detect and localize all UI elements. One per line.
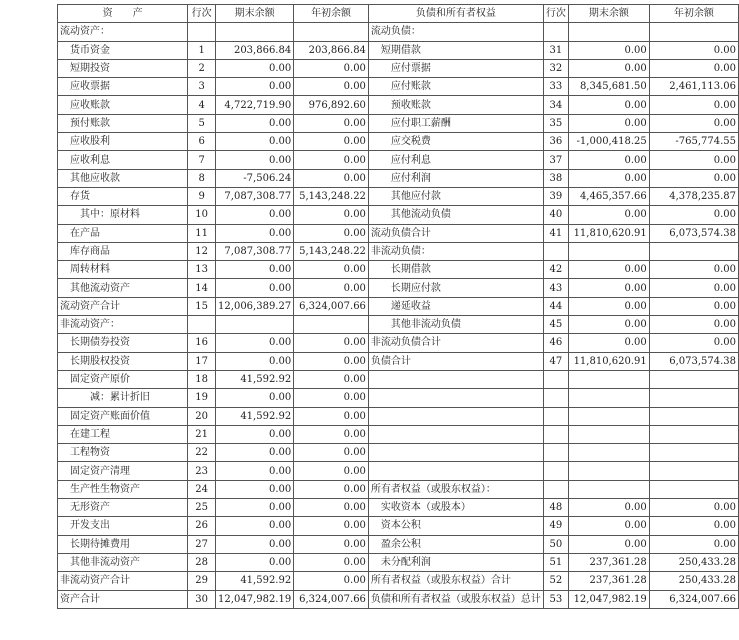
asset-line-no-cell: 23 — [188, 462, 216, 480]
liability-line-no-cell — [543, 23, 568, 41]
liability-item-cell — [368, 462, 543, 480]
asset-item-cell: 货币资金 — [58, 41, 188, 59]
header-asset: 资 产 — [58, 5, 188, 23]
asset-line-no-cell: 1 — [188, 41, 216, 59]
liability-begin-balance-cell — [649, 370, 738, 388]
liability-begin-balance-cell — [649, 444, 738, 462]
liability-item-cell — [368, 425, 543, 443]
asset-begin-balance-cell: 0.00 — [294, 169, 369, 187]
liability-begin-balance-cell: 0.00 — [649, 169, 738, 187]
liability-begin-balance-cell: 250,433.28 — [649, 553, 738, 571]
asset-item-cell: 固定资产原价 — [58, 370, 188, 388]
liability-begin-balance-cell: 0.00 — [649, 59, 738, 77]
liability-line-no-cell: 35 — [543, 114, 568, 132]
asset-begin-balance-cell: 0.00 — [294, 352, 369, 370]
asset-line-no-cell: 17 — [188, 352, 216, 370]
liability-line-no-cell — [543, 389, 568, 407]
asset-end-balance-cell: 0.00 — [216, 462, 294, 480]
asset-line-no-cell: 27 — [188, 535, 216, 553]
asset-line-no-cell: 13 — [188, 261, 216, 279]
liability-begin-balance-cell: 6,073,574.38 — [649, 352, 738, 370]
liability-end-balance-cell: 0.00 — [568, 316, 649, 334]
liability-begin-balance-cell — [649, 242, 738, 260]
asset-item-cell: 应收账款 — [58, 96, 188, 114]
asset-begin-balance-cell: 6,324,007.66 — [294, 297, 369, 315]
header-row — [58, 5, 739, 23]
asset-begin-balance-cell: 0.00 — [294, 370, 369, 388]
liability-end-balance-cell: 0.00 — [568, 169, 649, 187]
asset-end-balance-cell: 0.00 — [216, 535, 294, 553]
liability-begin-balance-cell: 0.00 — [649, 151, 738, 169]
asset-item-cell: 长期股权投资 — [58, 352, 188, 370]
liability-begin-balance-cell: 0.00 — [649, 261, 738, 279]
asset-begin-balance-cell: 6,324,007.66 — [294, 590, 369, 608]
header-end-balance-2: 期末余额 — [568, 5, 649, 23]
table-row — [58, 370, 739, 388]
asset-line-no-cell: 22 — [188, 444, 216, 462]
table-row — [58, 480, 739, 498]
liability-begin-balance-cell: 6,324,007.66 — [649, 590, 738, 608]
asset-item-cell: 无形资产 — [58, 499, 188, 517]
asset-line-no-cell: 3 — [188, 78, 216, 96]
asset-end-balance-cell: 12,006,389.27 — [216, 297, 294, 315]
liability-line-no-cell: 43 — [543, 279, 568, 297]
liability-item-cell: 未分配利润 — [368, 553, 543, 571]
liability-end-balance-cell — [568, 370, 649, 388]
asset-item-cell: 开发支出 — [58, 517, 188, 535]
table-row — [58, 78, 739, 96]
liability-end-balance-cell: 0.00 — [568, 206, 649, 224]
asset-end-balance-cell: 0.00 — [216, 279, 294, 297]
asset-end-balance-cell: -7,506.24 — [216, 169, 294, 187]
liability-line-no-cell: 38 — [543, 169, 568, 187]
asset-begin-balance-cell: 0.00 — [294, 535, 369, 553]
liability-begin-balance-cell: 0.00 — [649, 334, 738, 352]
asset-line-no-cell: 16 — [188, 334, 216, 352]
asset-begin-balance-cell: 976,892.60 — [294, 96, 369, 114]
table-row — [58, 23, 739, 41]
asset-line-no-cell: 20 — [188, 407, 216, 425]
liability-line-no-cell: 39 — [543, 187, 568, 205]
liability-end-balance-cell: 0.00 — [568, 279, 649, 297]
asset-line-no-cell: 8 — [188, 169, 216, 187]
asset-begin-balance-cell: 5,143,248.22 — [294, 187, 369, 205]
table-row — [58, 389, 739, 407]
liability-end-balance-cell: 12,047,982.19 — [568, 590, 649, 608]
table-row — [58, 444, 739, 462]
liability-item-cell: 其他非流动负债 — [368, 316, 543, 334]
liability-item-cell: 应付利润 — [368, 169, 543, 187]
asset-begin-balance-cell: 0.00 — [294, 206, 369, 224]
liability-end-balance-cell — [568, 407, 649, 425]
asset-end-balance-cell: 41,592.92 — [216, 572, 294, 590]
asset-begin-balance-cell: 0.00 — [294, 462, 369, 480]
liability-end-balance-cell — [568, 425, 649, 443]
liability-end-balance-cell: 0.00 — [568, 59, 649, 77]
liability-begin-balance-cell: 0.00 — [649, 535, 738, 553]
asset-line-no-cell: 11 — [188, 224, 216, 242]
asset-item-cell: 其他流动资产 — [58, 279, 188, 297]
balance-sheet-table — [57, 4, 739, 609]
liability-line-no-cell: 34 — [543, 96, 568, 114]
liability-begin-balance-cell: 250,433.28 — [649, 572, 738, 590]
liability-item-cell: 递延收益 — [368, 297, 543, 315]
asset-item-cell: 生产性生物资产 — [58, 480, 188, 498]
asset-line-no-cell: 5 — [188, 114, 216, 132]
liability-line-no-cell: 51 — [543, 553, 568, 571]
table-row — [58, 151, 739, 169]
liability-item-cell — [368, 407, 543, 425]
table-row — [58, 206, 739, 224]
asset-begin-balance-cell: 0.00 — [294, 572, 369, 590]
liability-line-no-cell: 41 — [543, 224, 568, 242]
liability-end-balance-cell — [568, 389, 649, 407]
table-row — [58, 425, 739, 443]
asset-item-cell: 其他应收款 — [58, 169, 188, 187]
asset-item-cell: 库存商品 — [58, 242, 188, 260]
liability-end-balance-cell: 0.00 — [568, 535, 649, 553]
liability-line-no-cell: 52 — [543, 572, 568, 590]
asset-item-cell: 周转材料 — [58, 261, 188, 279]
liability-end-balance-cell: 11,810,620.91 — [568, 224, 649, 242]
table-row — [58, 316, 739, 334]
liability-end-balance-cell: 4,465,357.66 — [568, 187, 649, 205]
asset-end-balance-cell: 0.00 — [216, 517, 294, 535]
liability-end-balance-cell: 0.00 — [568, 261, 649, 279]
liability-end-balance-cell: 0.00 — [568, 96, 649, 114]
asset-line-no-cell: 14 — [188, 279, 216, 297]
liability-item-cell: 其他流动负债 — [368, 206, 543, 224]
liability-begin-balance-cell — [649, 389, 738, 407]
asset-line-no-cell: 26 — [188, 517, 216, 535]
liability-line-no-cell: 47 — [543, 352, 568, 370]
asset-end-balance-cell — [216, 23, 294, 41]
liability-item-cell: 非流动负债： — [368, 242, 543, 260]
liability-line-no-cell: 40 — [543, 206, 568, 224]
table-row — [58, 297, 739, 315]
asset-end-balance-cell: 203,866.84 — [216, 41, 294, 59]
asset-end-balance-cell: 7,087,308.77 — [216, 242, 294, 260]
liability-begin-balance-cell: 0.00 — [649, 279, 738, 297]
table-row — [58, 499, 739, 517]
liability-item-cell — [368, 370, 543, 388]
liability-line-no-cell: 53 — [543, 590, 568, 608]
liability-begin-balance-cell: 0.00 — [649, 114, 738, 132]
table-row — [58, 169, 739, 187]
table-row — [58, 242, 739, 260]
liability-line-no-cell: 37 — [543, 151, 568, 169]
table-row — [58, 572, 739, 590]
asset-line-no-cell: 7 — [188, 151, 216, 169]
asset-item-cell: 应收票据 — [58, 78, 188, 96]
table-row — [58, 96, 739, 114]
liability-line-no-cell: 45 — [543, 316, 568, 334]
table-row — [58, 279, 739, 297]
liability-begin-balance-cell: 2,461,113.06 — [649, 78, 738, 96]
liability-line-no-cell — [543, 425, 568, 443]
liability-end-balance-cell: 0.00 — [568, 499, 649, 517]
liability-item-cell: 负债和所有者权益（或股东权益）总计 — [368, 590, 543, 608]
asset-line-no-cell: 15 — [188, 297, 216, 315]
header-line-no: 行次 — [188, 5, 216, 23]
asset-line-no-cell: 21 — [188, 425, 216, 443]
asset-end-balance-cell: 0.00 — [216, 224, 294, 242]
asset-line-no-cell: 4 — [188, 96, 216, 114]
asset-item-cell: 固定资产账面价值 — [58, 407, 188, 425]
asset-item-cell: 长期待摊费用 — [58, 535, 188, 553]
asset-end-balance-cell: 12,047,982.19 — [216, 590, 294, 608]
liability-end-balance-cell: 0.00 — [568, 334, 649, 352]
table-row — [58, 334, 739, 352]
table-row — [58, 187, 739, 205]
liability-begin-balance-cell: 0.00 — [649, 206, 738, 224]
header-begin-balance: 年初余额 — [294, 5, 369, 23]
asset-item-cell: 长期债券投资 — [58, 334, 188, 352]
table-row — [58, 59, 739, 77]
asset-begin-balance-cell: 0.00 — [294, 59, 369, 77]
liability-end-balance-cell: 11,810,620.91 — [568, 352, 649, 370]
asset-begin-balance-cell: 0.00 — [294, 407, 369, 425]
asset-begin-balance-cell — [294, 23, 369, 41]
asset-end-balance-cell: 0.00 — [216, 444, 294, 462]
liability-item-cell: 其他应付款 — [368, 187, 543, 205]
asset-item-cell: 其他非流动资产 — [58, 553, 188, 571]
table-row — [58, 590, 739, 608]
asset-item-cell: 流动资产： — [58, 23, 188, 41]
asset-begin-balance-cell: 0.00 — [294, 224, 369, 242]
liability-item-cell: 实收资本（或股本） — [368, 499, 543, 517]
asset-end-balance-cell: 0.00 — [216, 151, 294, 169]
asset-begin-balance-cell: 0.00 — [294, 334, 369, 352]
asset-item-cell: 预付账款 — [58, 114, 188, 132]
liability-item-cell — [368, 444, 543, 462]
liability-item-cell: 所有者权益（或股东权益）合计 — [368, 572, 543, 590]
liability-begin-balance-cell: 0.00 — [649, 316, 738, 334]
asset-line-no-cell: 2 — [188, 59, 216, 77]
liability-item-cell: 应付票据 — [368, 59, 543, 77]
asset-line-no-cell: 10 — [188, 206, 216, 224]
asset-begin-balance-cell: 0.00 — [294, 553, 369, 571]
liability-item-cell: 应付利息 — [368, 151, 543, 169]
liability-line-no-cell: 42 — [543, 261, 568, 279]
liability-line-no-cell — [543, 407, 568, 425]
asset-item-cell: 短期投资 — [58, 59, 188, 77]
liability-begin-balance-cell: 6,073,574.38 — [649, 224, 738, 242]
asset-line-no-cell: 12 — [188, 242, 216, 260]
liability-end-balance-cell: 237,361.28 — [568, 572, 649, 590]
asset-line-no-cell: 25 — [188, 499, 216, 517]
table-row — [58, 535, 739, 553]
liability-line-no-cell: 36 — [543, 133, 568, 151]
liability-end-balance-cell — [568, 480, 649, 498]
liability-line-no-cell — [543, 444, 568, 462]
table-row — [58, 261, 739, 279]
asset-item-cell: 其中：原材料 — [58, 206, 188, 224]
liability-item-cell: 资本公积 — [368, 517, 543, 535]
table-row — [58, 517, 739, 535]
header-begin-balance-2: 年初余额 — [649, 5, 738, 23]
asset-line-no-cell: 30 — [188, 590, 216, 608]
liability-end-balance-cell — [568, 462, 649, 480]
asset-line-no-cell: 28 — [188, 553, 216, 571]
asset-line-no-cell: 6 — [188, 133, 216, 151]
liability-end-balance-cell — [568, 444, 649, 462]
liability-line-no-cell — [543, 480, 568, 498]
asset-end-balance-cell: 0.00 — [216, 133, 294, 151]
asset-end-balance-cell: 4,722,719.90 — [216, 96, 294, 114]
table-row — [58, 462, 739, 480]
asset-begin-balance-cell: 0.00 — [294, 499, 369, 517]
liability-item-cell: 预收账款 — [368, 96, 543, 114]
asset-line-no-cell: 24 — [188, 480, 216, 498]
liability-end-balance-cell: 0.00 — [568, 297, 649, 315]
asset-begin-balance-cell: 0.00 — [294, 114, 369, 132]
liability-item-cell: 应付账款 — [368, 78, 543, 96]
liability-line-no-cell — [543, 242, 568, 260]
asset-end-balance-cell: 0.00 — [216, 389, 294, 407]
asset-end-balance-cell: 0.00 — [216, 261, 294, 279]
asset-begin-balance-cell: 0.00 — [294, 151, 369, 169]
asset-line-no-cell — [188, 23, 216, 41]
liability-end-balance-cell: 0.00 — [568, 41, 649, 59]
liability-begin-balance-cell — [649, 480, 738, 498]
asset-begin-balance-cell: 203,866.84 — [294, 41, 369, 59]
liability-begin-balance-cell: 4,378,235.87 — [649, 187, 738, 205]
asset-begin-balance-cell: 5,143,248.22 — [294, 242, 369, 260]
asset-end-balance-cell: 0.00 — [216, 499, 294, 517]
liability-line-no-cell — [543, 370, 568, 388]
asset-end-balance-cell: 7,087,308.77 — [216, 187, 294, 205]
asset-item-cell: 固定资产清理 — [58, 462, 188, 480]
asset-item-cell: 在建工程 — [58, 425, 188, 443]
asset-end-balance-cell: 0.00 — [216, 78, 294, 96]
table-row — [58, 224, 739, 242]
liability-line-no-cell: 44 — [543, 297, 568, 315]
asset-begin-balance-cell: 0.00 — [294, 78, 369, 96]
asset-begin-balance-cell: 0.00 — [294, 480, 369, 498]
table-row — [58, 133, 739, 151]
liability-item-cell: 所有者权益（或股东权益）： — [368, 480, 543, 498]
asset-end-balance-cell: 0.00 — [216, 59, 294, 77]
liability-item-cell: 盈余公积 — [368, 535, 543, 553]
liability-end-balance-cell: 0.00 — [568, 151, 649, 169]
asset-line-no-cell: 9 — [188, 187, 216, 205]
header-line-no-2: 行次 — [543, 5, 568, 23]
liability-end-balance-cell: 8,345,681.50 — [568, 78, 649, 96]
liability-item-cell: 流动负债合计 — [368, 224, 543, 242]
asset-item-cell: 存货 — [58, 187, 188, 205]
liability-line-no-cell: 48 — [543, 499, 568, 517]
asset-begin-balance-cell: 0.00 — [294, 425, 369, 443]
liability-begin-balance-cell — [649, 425, 738, 443]
header-end-balance: 期末余额 — [216, 5, 294, 23]
liability-begin-balance-cell — [649, 23, 738, 41]
asset-item-cell: 工程物资 — [58, 444, 188, 462]
liability-line-no-cell: 33 — [543, 78, 568, 96]
asset-line-no-cell: 18 — [188, 370, 216, 388]
liability-begin-balance-cell — [649, 407, 738, 425]
asset-line-no-cell: 29 — [188, 572, 216, 590]
asset-begin-balance-cell: 0.00 — [294, 389, 369, 407]
liability-line-no-cell: 49 — [543, 517, 568, 535]
asset-end-balance-cell: 0.00 — [216, 553, 294, 571]
liability-begin-balance-cell: 0.00 — [649, 499, 738, 517]
asset-begin-balance-cell: 0.00 — [294, 279, 369, 297]
asset-item-cell: 应收利息 — [58, 151, 188, 169]
liability-end-balance-cell: -1,000,418.25 — [568, 133, 649, 151]
liability-begin-balance-cell: -765,774.55 — [649, 133, 738, 151]
asset-item-cell: 非流动资产： — [58, 316, 188, 334]
liability-begin-balance-cell: 0.00 — [649, 96, 738, 114]
asset-begin-balance-cell: 0.00 — [294, 261, 369, 279]
asset-item-cell: 在产品 — [58, 224, 188, 242]
liability-end-balance-cell — [568, 23, 649, 41]
table-row — [58, 114, 739, 132]
liability-item-cell: 负债合计 — [368, 352, 543, 370]
liability-line-no-cell: 46 — [543, 334, 568, 352]
asset-item-cell: 应收股利 — [58, 133, 188, 151]
liability-item-cell: 长期借款 — [368, 261, 543, 279]
liability-line-no-cell: 32 — [543, 59, 568, 77]
liability-item-cell — [368, 389, 543, 407]
liability-end-balance-cell: 0.00 — [568, 517, 649, 535]
asset-end-balance-cell: 0.00 — [216, 352, 294, 370]
liability-item-cell: 短期借款 — [368, 41, 543, 59]
table-row — [58, 407, 739, 425]
asset-end-balance-cell — [216, 316, 294, 334]
liability-begin-balance-cell: 0.00 — [649, 517, 738, 535]
asset-item-cell: 资产合计 — [58, 590, 188, 608]
liability-end-balance-cell — [568, 242, 649, 260]
liability-line-no-cell: 50 — [543, 535, 568, 553]
table-row — [58, 41, 739, 59]
liability-item-cell: 长期应付款 — [368, 279, 543, 297]
asset-end-balance-cell: 41,592.92 — [216, 370, 294, 388]
liability-item-cell: 流动负债： — [368, 23, 543, 41]
asset-end-balance-cell: 0.00 — [216, 334, 294, 352]
liability-item-cell: 应付职工薪酬 — [368, 114, 543, 132]
asset-end-balance-cell: 0.00 — [216, 480, 294, 498]
asset-line-no-cell — [188, 316, 216, 334]
asset-item-cell: 减：累计折旧 — [58, 389, 188, 407]
liability-line-no-cell: 31 — [543, 41, 568, 59]
asset-end-balance-cell: 41,592.92 — [216, 407, 294, 425]
table-row — [58, 352, 739, 370]
asset-begin-balance-cell — [294, 316, 369, 334]
asset-end-balance-cell: 0.00 — [216, 425, 294, 443]
table-row — [58, 553, 739, 571]
asset-begin-balance-cell: 0.00 — [294, 133, 369, 151]
asset-begin-balance-cell: 0.00 — [294, 444, 369, 462]
liability-begin-balance-cell: 0.00 — [649, 297, 738, 315]
asset-begin-balance-cell: 0.00 — [294, 517, 369, 535]
liability-begin-balance-cell: 0.00 — [649, 41, 738, 59]
liability-line-no-cell — [543, 462, 568, 480]
asset-item-cell: 非流动资产合计 — [58, 572, 188, 590]
liability-begin-balance-cell — [649, 462, 738, 480]
asset-line-no-cell: 19 — [188, 389, 216, 407]
asset-item-cell: 流动资产合计 — [58, 297, 188, 315]
liability-end-balance-cell: 237,361.28 — [568, 553, 649, 571]
liability-end-balance-cell: 0.00 — [568, 114, 649, 132]
liability-item-cell: 非流动负债合计 — [368, 334, 543, 352]
asset-end-balance-cell: 0.00 — [216, 206, 294, 224]
liability-item-cell: 应交税费 — [368, 133, 543, 151]
asset-end-balance-cell: 0.00 — [216, 114, 294, 132]
header-liabilities-equity: 负债和所有者权益 — [368, 5, 543, 23]
